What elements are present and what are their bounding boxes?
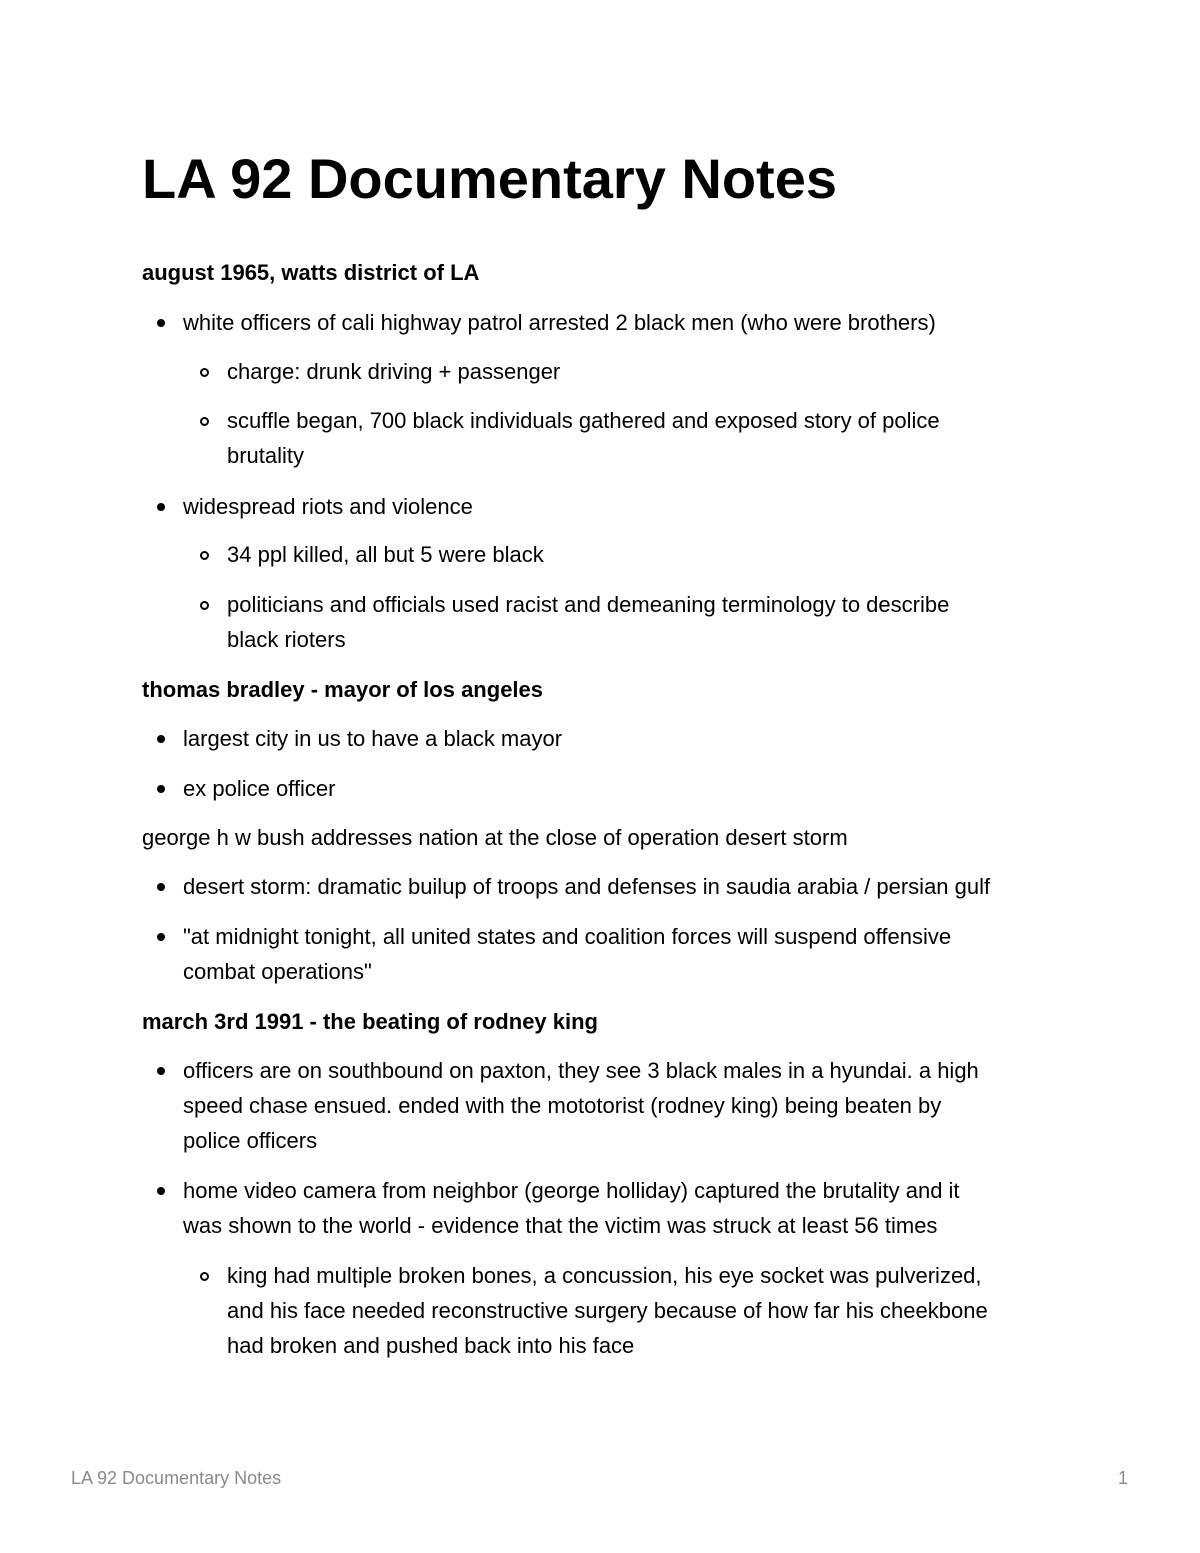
list-item: white officers of cali highway patrol arrested 2 black men (who were brothers): [183, 310, 936, 335]
list-item-continuation: speed chase ensued. ended with the mototorist (rodney king) being beaten by: [183, 1093, 942, 1118]
bullet-circle-icon: [200, 1272, 209, 1281]
section-heading: george h w bush addresses nation at the close of operation desert storm: [142, 825, 848, 850]
bullet-circle-icon: [200, 601, 209, 610]
list-item: desert storm: dramatic builup of troops and defenses in saudia arabia / persian gulf: [183, 874, 991, 899]
list-item: home video camera from neighbor (george holliday) captured the brutality and it: [183, 1178, 960, 1203]
list-item-continuation: brutality: [227, 443, 305, 468]
list-item: officers are on southbound on paxton, they see 3 black males in a hyundai. a high: [183, 1058, 979, 1083]
list-item: widespread riots and violence: [183, 494, 473, 519]
list-item: "at midnight tonight, all united states and coalition forces will suspend offensive: [183, 924, 952, 949]
list-item-continuation: had broken and pushed back into his face: [227, 1333, 635, 1358]
list-item-continuation: was shown to the world - evidence that the victim was struck at least 56 times: [183, 1213, 938, 1238]
bullet-disc-icon: [157, 1067, 165, 1075]
document-title: LA 92 Documentary Notes: [142, 147, 837, 210]
list-item: king had multiple broken bones, a concussion, his eye socket was pulverized,: [227, 1263, 982, 1288]
list-item: scuffle began, 700 black individuals gathered and exposed story of police: [227, 408, 940, 433]
bullet-disc-icon: [157, 319, 165, 327]
section-heading: thomas bradley - mayor of los angeles: [142, 677, 544, 702]
bullet-disc-icon: [157, 933, 165, 941]
bullet-circle-icon: [200, 368, 209, 377]
list-item-continuation: and his face needed reconstructive surgery because of how far his cheekbone: [227, 1298, 988, 1323]
section-heading: august 1965, watts district of LA: [142, 260, 480, 285]
list-item: 34 ppl killed, all but 5 were black: [227, 542, 544, 567]
footer-page-number: 1: [1118, 1468, 1129, 1488]
list-item-continuation: police officers: [183, 1128, 318, 1153]
bullet-circle-icon: [200, 417, 209, 426]
bullet-disc-icon: [157, 503, 165, 511]
footer-document-name: LA 92 Documentary Notes: [71, 1468, 282, 1488]
bullet-circle-icon: [200, 551, 209, 560]
bullet-disc-icon: [157, 785, 165, 793]
section-heading: march 3rd 1991 - the beating of rodney king: [142, 1009, 598, 1034]
bullet-disc-icon: [157, 1187, 165, 1195]
list-item: largest city in us to have a black mayor: [183, 726, 563, 751]
list-item: ex police officer: [183, 776, 336, 801]
list-item: politicians and officials used racist and demeaning terminology to describe: [227, 592, 950, 617]
bullet-disc-icon: [157, 735, 165, 743]
list-item: charge: drunk driving + passenger: [227, 359, 561, 384]
bullet-disc-icon: [157, 883, 165, 891]
list-item-continuation: black rioters: [227, 627, 346, 652]
list-item-continuation: combat operations": [183, 959, 372, 984]
